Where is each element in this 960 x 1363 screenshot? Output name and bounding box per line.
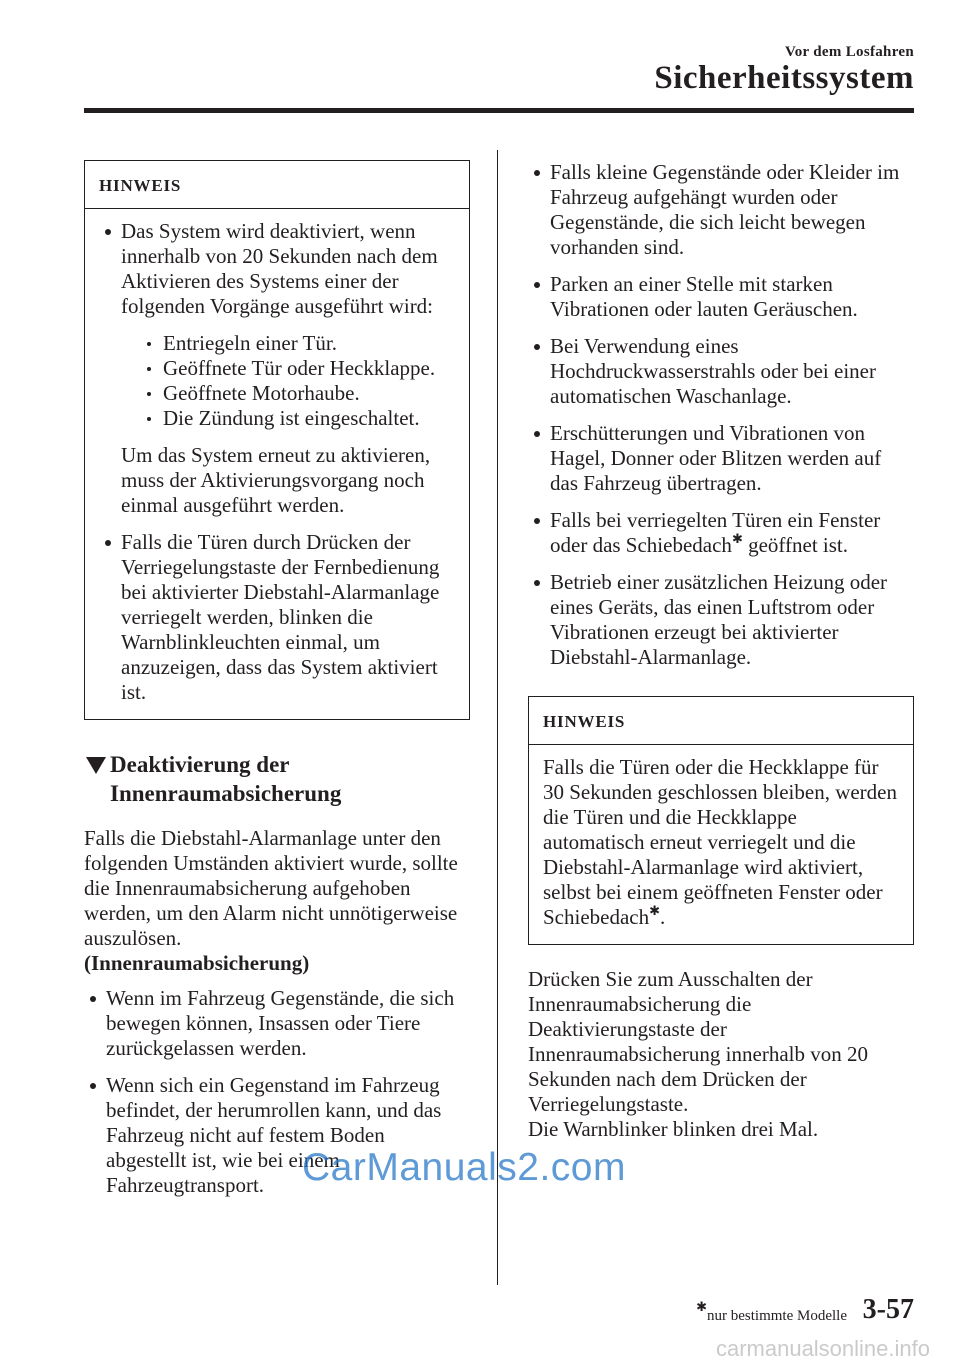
header-rule xyxy=(84,108,914,113)
section-label: Vor dem Losfahren xyxy=(784,44,914,60)
heading-line: Innenraumabsicherung xyxy=(110,781,342,806)
sub-list-item: Entriegeln einer Tür. xyxy=(143,331,455,356)
note-box-left xyxy=(84,160,470,720)
heading-line: Deaktivierung der xyxy=(110,752,290,777)
footer-note xyxy=(696,1299,847,1325)
note-body xyxy=(85,209,469,719)
list-item: Erschütterungen und Vibrationen von Hagel, Donner oder Blitzen werden auf das Fahrzeug übertragen. xyxy=(528,421,914,496)
sub-list-item: Die Zündung ist eingeschaltet. xyxy=(143,406,455,431)
instruction-paragraph: Die Warnblinker blinken drei Mal. xyxy=(528,1117,819,1141)
asterisk-icon: ✱ xyxy=(696,1299,708,1314)
sub-list-item: Geöffnete Tür oder Heckklappe. xyxy=(143,356,455,381)
note-text: Falls die Türen oder die Heckklappe für 30 Sekunden geschlossen bleiben, werden die Türen und die Heckklappe automatisch erneut verriegelt und die Diebstahl-Alarmanlage wird aktiviert, selbst bei einem geöffneten Fenster oder Schiebedach xyxy=(543,755,897,929)
note-title: HINWEIS xyxy=(85,161,469,209)
list-item xyxy=(99,219,455,518)
list-item-text: geöffnet ist. xyxy=(742,533,849,557)
triangle-down-icon xyxy=(86,757,106,774)
left-column xyxy=(84,160,470,1210)
note-body xyxy=(529,745,913,944)
footer-note-text: nur bestimmte Modelle xyxy=(707,1308,847,1324)
note-text: . xyxy=(660,905,666,929)
list-item: Wenn im Fahrzeug Gegenstände, die sich bewegen können, Insassen oder Tiere zurückgelassen werden. xyxy=(84,986,470,1061)
asterisk-icon: ✱ xyxy=(731,531,743,546)
asterisk-icon: ✱ xyxy=(649,903,661,918)
list-item xyxy=(528,508,914,558)
list-item: Falls kleine Gegenstände oder Kleider im Fahrzeug aufgehängt wurden oder Gegenstände, die sich leicht bewegen vorhanden sind. xyxy=(528,160,914,260)
right-column xyxy=(528,160,914,1142)
page-title: Sicherheitssystem xyxy=(654,60,914,96)
intro-paragraph: Falls die Diebstahl-Alarmanlage unter den folgenden Umständen aktiviert wurde, sollte die Innenraumabsicherung aufgehoben werden, um den Alarm nicht unnötigerweise auszulösen. xyxy=(84,826,458,950)
watermark-bottom: carmanualsonline.info xyxy=(715,1336,930,1361)
note-title: HINWEIS xyxy=(529,697,913,745)
note-bullet-text: Das System wird deaktiviert, wenn innerhalb von 20 Sekunden nach dem Aktivieren des Systems einer der folgenden Vorgänge ausgeführt wird: xyxy=(121,219,438,318)
section-heading xyxy=(84,750,470,808)
list-item: Parken an einer Stelle mit starken Vibrationen oder lauten Geräuschen. xyxy=(528,272,914,322)
page-number: 3-57 xyxy=(862,1294,914,1325)
list-item: Bei Verwendung eines Hochdruckwasserstrahls oder bei einer automatischen Waschanlage. xyxy=(528,334,914,409)
sub-list-item: Geöffnete Motorhaube. xyxy=(143,381,455,406)
list-item: Wenn sich ein Gegenstand im Fahrzeug befindet, der herumrollen kann, und das Fahrzeug nicht auf festem Boden abgestellt ist, wie bei einem Fahrzeugtransport. xyxy=(84,1073,470,1198)
subheading: (Innenraumabsicherung) xyxy=(84,951,310,975)
list-item: Betrieb einer zusätzlichen Heizung oder eines Geräts, das einen Luftstrom oder Vibrationen erzeugt bei aktivierter Diebstahl-Alarmanlage. xyxy=(528,570,914,670)
column-divider xyxy=(497,150,498,1285)
instruction-paragraph: Drücken Sie zum Ausschalten der Innenraumabsicherung die Deaktivierungstaste der Innenraumabsicherung innerhalb von 20 Sekunden nach dem Drücken der Verriegelungstaste. xyxy=(528,967,868,1116)
list-item: Falls die Türen durch Drücken der Verriegelungstaste der Fernbedienung bei aktivierter Diebstahl-Alarmanlage verriegelt werden, blinken die Warnblinkleuchten einmal, um anzuzeigen, dass das System aktiviert ist. xyxy=(99,530,455,705)
watermark: CarManuals2.com xyxy=(302,1146,626,1189)
sub-list xyxy=(143,331,455,431)
note-paragraph: Um das System erneut zu aktivieren, muss der Aktivierungsvorgang noch einmal ausgeführt werden. xyxy=(121,443,431,517)
list-item-text: Falls bei verriegelten Türen ein Fenster oder das Schiebedach xyxy=(550,508,881,557)
note-box-right xyxy=(528,696,914,945)
